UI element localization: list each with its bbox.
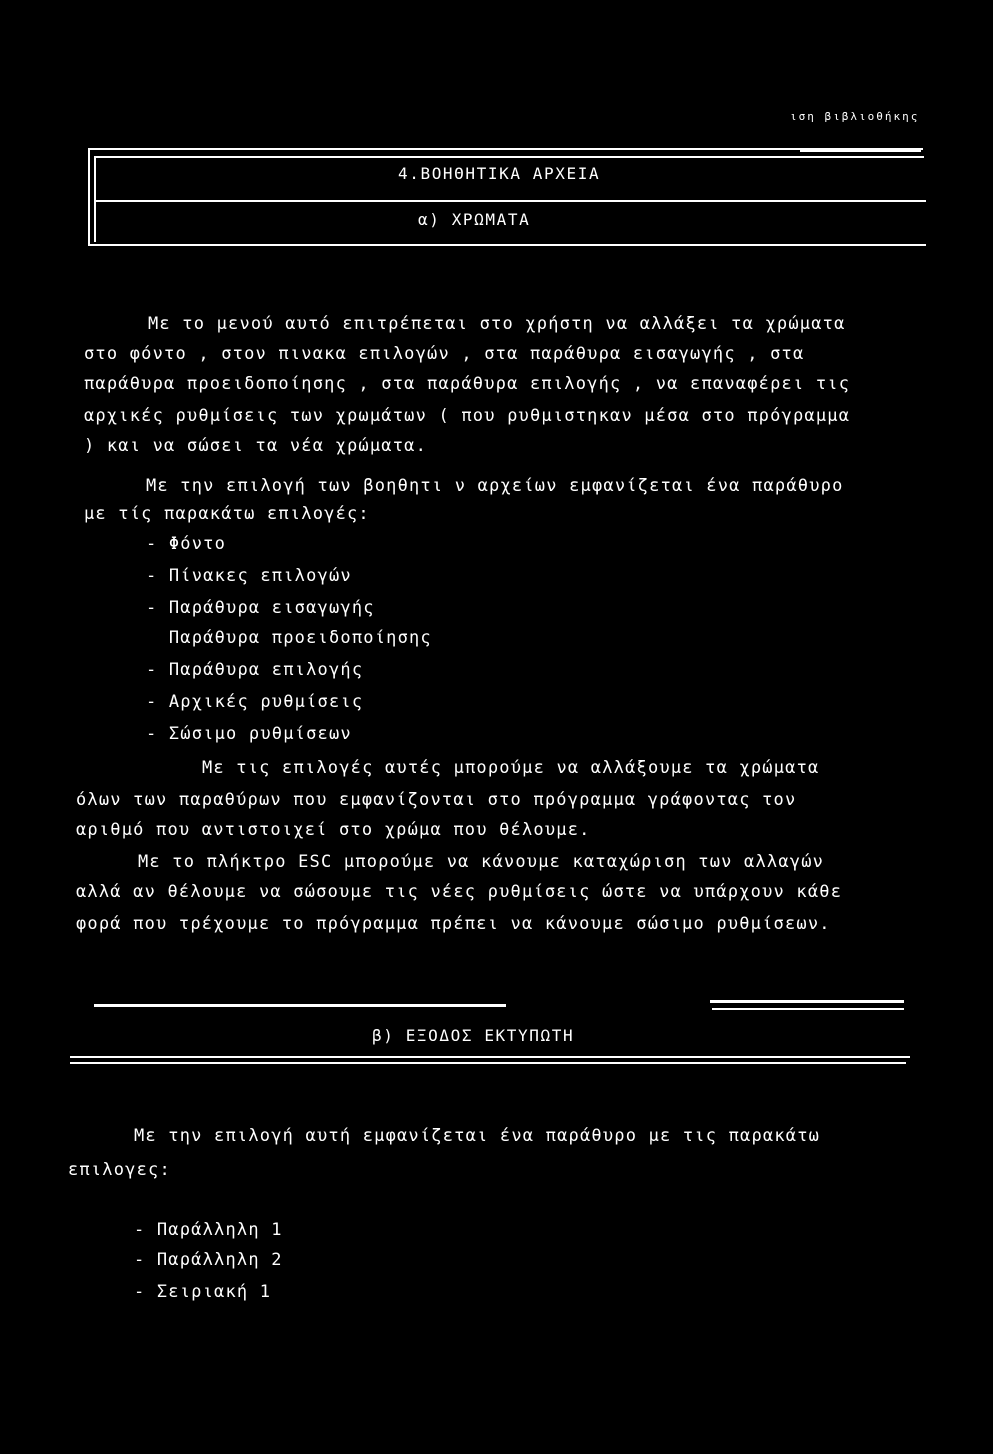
- paragraph-line: στο φόντο , στον πινακα επιλογών , στα παράθυρα εισαγωγής , στα: [84, 344, 805, 364]
- chapter-title: 4.ΒΟΗΘΗΤΙΚΑ ΑΡΧΕΙΑ: [398, 164, 601, 183]
- rule-bottom: [70, 1056, 910, 1058]
- paragraph-line: Με το πλήκτρο ESC μπορούμε να κάνουμε καταχώριση των αλλαγών: [138, 852, 825, 872]
- paragraph-line: Με την επιλογή των βοηθητι ν αρχείων εμφανίζεται ένα παράθυρο: [146, 476, 844, 496]
- paragraph-line: αλλά αν θέλουμε να σώσουμε τις νέες ρυθμίσεις ώστε να υπάρχουν κάθε: [76, 882, 843, 902]
- list-item: - Φόντο: [146, 534, 227, 554]
- list-item: - Αρχικές ρυθμίσεις: [146, 692, 364, 712]
- list-item: - Παράλληλη 2: [134, 1250, 283, 1270]
- rule-top-right-2: [712, 1008, 904, 1010]
- list-item: - Σειριακή 1: [134, 1282, 272, 1302]
- paragraph-line: όλων των παραθύρων που εμφανίζονται στο πρόγραμμα γράφοντας τον: [76, 790, 797, 810]
- paragraph-line: Με το μενού αυτό επιτρέπεται στο χρήστη να αλλάξει τα χρώματα: [148, 314, 846, 334]
- subsection-title-printer: β) ΕΞΟΔΟΣ ΕΚΤΥΠΩΤΗ: [372, 1026, 575, 1045]
- heading-rule-middle: [94, 200, 926, 202]
- list-item: - Παράθυρα επιλογής: [146, 660, 364, 680]
- list-item: - Σώσιμο ρυθμίσεων: [146, 724, 352, 744]
- paragraph-line: Με την επιλογή αυτή εμφανίζεται ένα παράθυρο με τις παρακάτω: [134, 1126, 821, 1146]
- paragraph-line: αρχικές ρυθμίσεις των χρωμάτων ( που ρυθμιστηκαν μέσα στο πρόγραμμα: [84, 406, 851, 426]
- paragraph-line: παράθυρα προειδοποίησης , στα παράθυρα επιλογής , να επαναφέρει τις: [84, 374, 851, 394]
- paragraph-line: ) και να σώσει τα νέα χρώματα.: [84, 436, 428, 456]
- rule-top-left: [94, 1004, 506, 1007]
- list-item: Παράθυρα προειδοποίησης: [146, 628, 432, 648]
- heading-rule-top-right: [800, 148, 921, 152]
- paragraph-line: με τίς παρακάτω επιλογές:: [84, 504, 370, 524]
- paragraph-line: Με τις επιλογές αυτές μπορούμε να αλλάξουμε τα χρώματα: [202, 758, 820, 778]
- list-item: - Παράλληλη 1: [134, 1220, 283, 1240]
- rule-bottom-2: [70, 1062, 906, 1064]
- paragraph-line: αριθμό που αντιστοιχεί στο χρώμα που θέλουμε.: [76, 820, 591, 840]
- paragraph-line: επιλογες:: [68, 1160, 171, 1180]
- heading-rule-bottom: [88, 244, 926, 246]
- list-item: - Πίνακες επιλογών: [146, 566, 352, 586]
- rule-top-right: [710, 1000, 904, 1003]
- heading-rule-top: [94, 156, 924, 158]
- subsection-title-colors: α) ΧΡΩΜΑΤΑ: [418, 210, 531, 229]
- running-head: ιση βιβλιοθήκης: [790, 110, 920, 123]
- paragraph-line: φορά που τρέχουμε το πρόγραμμα πρέπει να κάνουμε σώσιμο ρυθμίσεων.: [76, 914, 831, 934]
- list-item: - Παράθυρα εισαγωγής: [146, 598, 375, 618]
